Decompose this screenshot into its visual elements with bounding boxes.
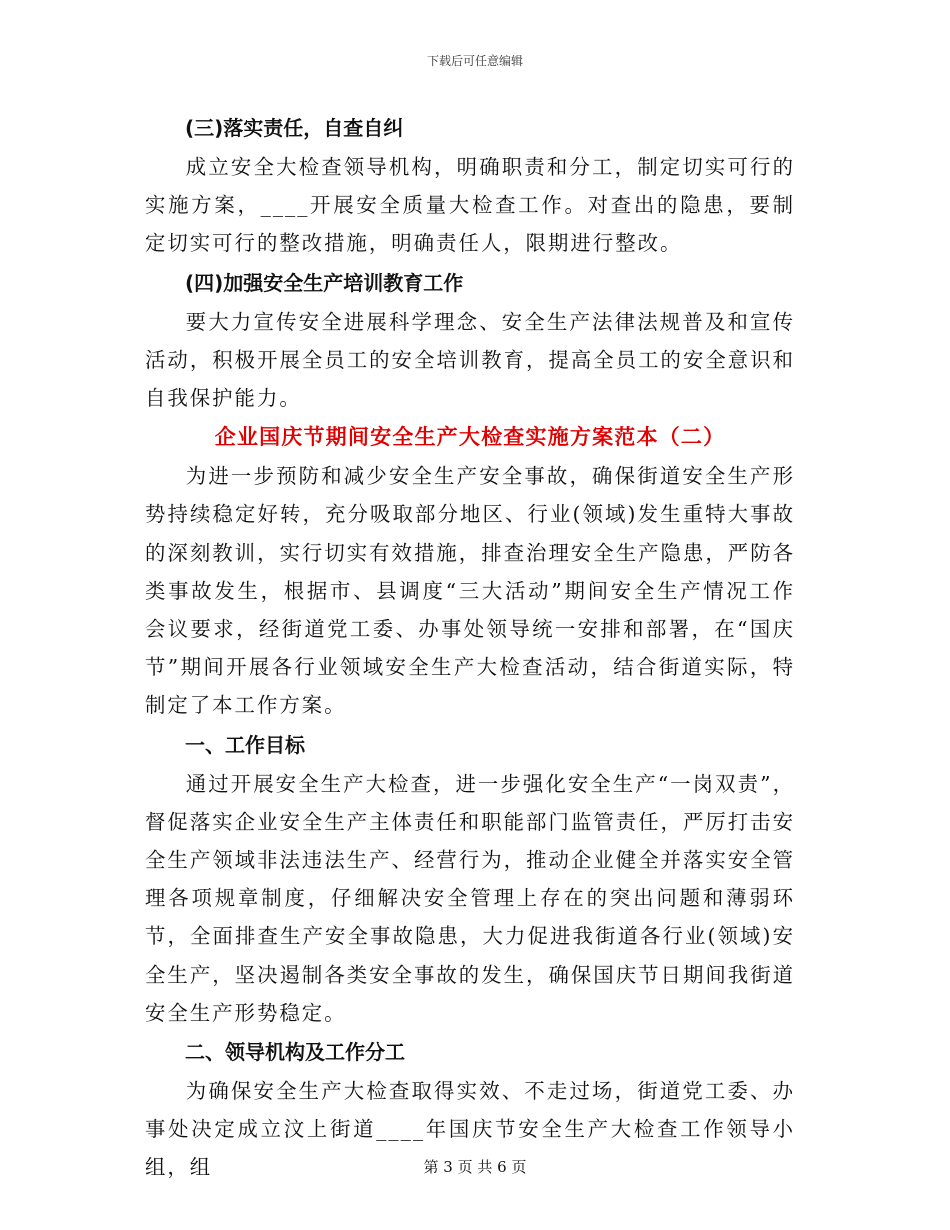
org-paragraph: 为确保安全生产大检查取得实效、不走过场，街道党工委、办事处决定成立汶上街道____年国庆节安全生产大检查工作领导小组，组 xyxy=(145,1079,795,1180)
section-heading-4: (四)加强安全生产培训教育工作 xyxy=(185,270,464,295)
section-heading-3: (三)落实责任，自查自纠 xyxy=(185,116,404,140)
goal-heading: 一、工作目标 xyxy=(185,732,305,757)
page-number: 第 3 页 共 6 页 xyxy=(423,1158,527,1176)
document-body xyxy=(145,108,795,1187)
intro-paragraph: 为进一步预防和减少安全生产安全事故，确保街道安全生产形势持续稳定好转，充分吸取部分地区、行业(领域)发生重特大事故的深刻教训，实行切实有效措施，排查治理安全生产隐患，严防各类事故发生，根据市、县调度“三大活动”期间安全生产情况工作会议要求，经街道党工委、办事处领导统一安排和部署，在“国庆节”期间开展各行业领域安全生产大检查活动，结合街道实际，特制定了本工作方案。 xyxy=(145,464,795,718)
page-header-note: 下载后可任意编辑 xyxy=(426,54,523,68)
document-title: 企业国庆节期间安全生产大检查实施方案范本（二） xyxy=(214,425,726,450)
goal-paragraph: 通过开展安全生产大检查，进一步强化安全生产“一岗双责”，督促落实企业安全生产主体责任和职能部门监管责任，严厉打击安全生产领域非法违法生产、经营行为，推动企业健全并落实安全管理各项规章制度，仔细解决安全管理上存在的突出问题和薄弱环节，全面排查生产安全事故隐患，大力促进我街道各行业(领域)安全生产，坚决遏制各类安全事故的发生，确保国庆节日期间我街道安全生产形势稳定。 xyxy=(145,771,795,1025)
section-body-4: 要大力宣传安全进展科学理念、安全生产法律法规普及和宣传活动，积极开展全员工的安全培训教育，提高全员工的安全意识和自我保护能力。 xyxy=(145,309,795,411)
section-body-3: 成立安全大检查领导机构，明确职责和分工，制定切实可行的实施方案，____开展安全质量大检查工作。对查出的隐患，要制定切实可行的整改措施，明确责任人，限期进行整改。 xyxy=(145,155,795,256)
org-heading: 二、领导机构及工作分工 xyxy=(185,1040,405,1065)
